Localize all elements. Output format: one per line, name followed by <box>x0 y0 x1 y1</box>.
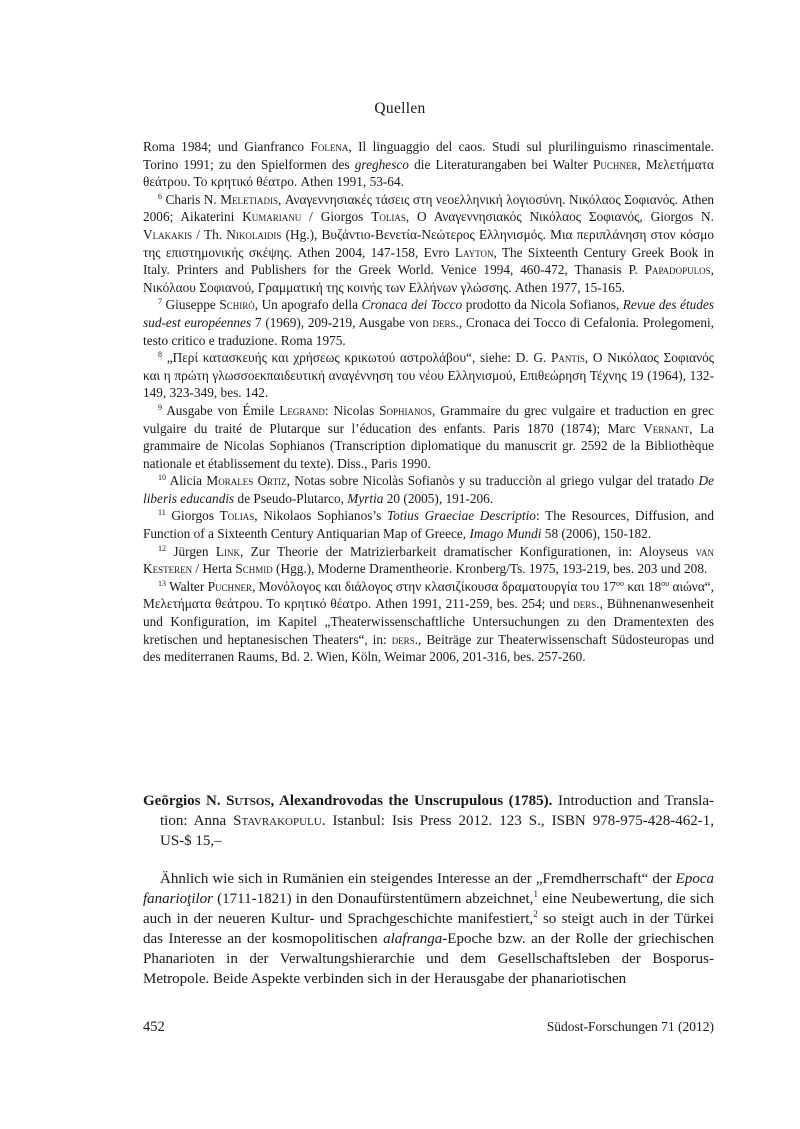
page-number: 452 <box>143 1019 165 1035</box>
author-name: Tolias <box>219 508 255 524</box>
text-run: : The Resources, Diffusion, and Function of a Sixteenth Century Antiquarian Map of Greece, <box>143 508 714 542</box>
footnote-12 <box>143 543 714 578</box>
footnote-9 <box>143 402 714 472</box>
text-run: , Beiträge zur Theaterwissenschaft Südosteuropas und des mediterranen Raums, Bd. 2. Wien, Köln, Weimar 2006, 201-316, bes. 257-260. <box>143 631 714 665</box>
author-name: ders. <box>391 631 419 647</box>
text-run: Ähnlich wie sich in Rumänien ein steigendes Interesse an der „Fremdherrschaft“ der <box>160 871 676 887</box>
text-run: . Istanbul: Isis Press 2012. 123 S., ISBN 978-975-428-462-1, US-$ 15,– <box>160 813 714 849</box>
text-run: , Grammaire du grec vulgaire et traduction en grec vulgaire du traité de Plutarque sur l’éducation des enfants. Paris 1870 (1874); Marc <box>143 402 715 436</box>
footnote-continuation <box>143 138 714 191</box>
italic-title: Myrtia <box>347 490 384 506</box>
text-run: Giuseppe <box>165 297 220 313</box>
text-run: / Th. <box>192 226 227 242</box>
author-name: Meletiadis <box>220 191 279 207</box>
text-run: Walter <box>169 578 208 594</box>
text-run: / Giorgos <box>301 209 372 225</box>
superscript: 1 <box>533 889 538 899</box>
footnote-text <box>143 579 714 664</box>
text-run: : Nicolas <box>324 402 380 418</box>
italic-title: alafranga <box>383 931 443 947</box>
text-run: (Hg.), Βυζάντιο-Βενετία-Νεώτερος Ελληνισμός. Μια περιπλάνηση στον κόσμο της επιστημονικής σκέψης. Athen 2004, 147-158, Evro <box>143 226 714 260</box>
author-name: Pantis <box>550 350 585 366</box>
text-run: , Αναγεννησιακές τάσεις στη νεοελληνική λογιοσύνη. Νικόλαος Σοφιανός. Athen 2006; Aikaterini <box>143 191 714 225</box>
text-run: (Hgg.), Moderne Dramentheorie. Kronberg/Ts. 1975, 193-219, bes. 203 und 208. <box>272 561 708 577</box>
footnotes-block <box>143 138 714 666</box>
footnote-6 <box>143 191 714 297</box>
author-name: Vlakakis <box>143 226 193 242</box>
text-run: , Il linguaggio del caos. Studi sul plurilinguismo rinascimentale. Torino 1991; zu den Spielformen des <box>143 139 714 172</box>
text-run: die Literaturangaben bei Walter <box>408 156 593 172</box>
footnote-number: 12 <box>158 543 166 553</box>
text-run: , Ο Αναγεννησιακός Νικόλαος Σοφιανός, Giorgos N. <box>405 209 714 225</box>
footnote-text <box>143 508 714 541</box>
text-run: Charis N. <box>165 191 221 207</box>
footnote-text <box>143 297 714 347</box>
text-run: , Nikolaos Sophianos’s <box>254 508 387 524</box>
text-run: Geōrgios N. <box>143 793 227 809</box>
footnote-number: 7 <box>158 297 162 307</box>
text-run: 58 (2006), 150-182. <box>541 526 652 542</box>
author-name: Folena <box>310 139 349 154</box>
footnote-number: 10 <box>158 473 166 483</box>
footnote-text <box>143 473 714 506</box>
text-run: Introduction and Translation: Anna <box>160 793 714 829</box>
text-run: de Pseudo-Plutarco, <box>234 490 348 506</box>
text-run: Ausgabe von Émile <box>166 402 280 418</box>
italic-title: Totius Graeciae Descriptio <box>386 508 536 524</box>
footnote-11 <box>143 507 714 542</box>
text-run: (1711-1821) in den Donaufürstentümern abzeichnet, <box>213 891 534 907</box>
author-name: Nikolaidis <box>226 226 282 242</box>
text-run: Giorgos <box>171 508 220 524</box>
running-head: Quellen <box>374 100 426 117</box>
text-run: αιώνα“, Μελετήματα θεάτρου. Το κρητικό θέατρο. Athen 1991, 211-259, bes. 254; und <box>143 578 715 612</box>
footnote-10 <box>143 472 714 507</box>
author-name: Puchner <box>207 578 253 594</box>
footnote-text <box>143 544 714 577</box>
author-name: Sutsos <box>226 793 271 809</box>
text-run: , Alexandrovodas the Unscrupulous (1785). <box>270 793 553 809</box>
author-name: Sophianos <box>379 402 432 418</box>
footnote-text <box>143 350 714 400</box>
author-name: Schmid <box>235 561 273 577</box>
superscript: 2 <box>533 909 538 919</box>
text-run: 20 (2005), 191-206. <box>383 490 494 506</box>
italic-title: Epoca fanarioţilor <box>143 871 714 907</box>
footnote-number: 9 <box>158 402 162 412</box>
footnote-number: 8 <box>158 350 162 360</box>
footnote-8 <box>143 349 714 402</box>
text-run: , Μονόλογος και διάλογος στην κλασιζίκουσα δραματουργία του 17 <box>252 578 616 594</box>
text-run: Jürgen <box>173 543 216 559</box>
footnote-text <box>143 192 714 295</box>
author-name: Papadopulos <box>644 262 711 278</box>
text-run: , Ο Νικόλαος Σοφιανός και η πρώτη γλωσσοεκπαιδευτική αναγέννηση του νέου Ελληνισμού, Επιθεώρηση Τέχνης 19 (1964), 132-149, 323-349, bes. 142. <box>143 350 714 401</box>
author-name: van Kesteren <box>143 543 714 577</box>
text-run: -Epoche bzw. an der Rolle der griechischen Phanarioten in der Verwaltungshierarchie und dem Gesellschaftsleben der Bosporus-Metropole. Beide Aspekte verbinden sich in der Herausgabe der phanariotischen <box>143 931 714 987</box>
text-run: Alicia <box>169 473 207 489</box>
italic-title: Revue des études sud-est européennes <box>143 297 715 330</box>
author-name: Morales Ortiz <box>206 473 287 489</box>
author-name: Kumarianu <box>242 209 302 225</box>
text-run: , La grammaire de Nicolas Sophianos (Transcription diplomatique du manuscrit gr. 2592 de la Bibliothèque nationale et établissement du texte). Diss., Paris 1990. <box>143 420 714 471</box>
text-run: , Μελετήματα θεάτρου. Το κρητικό θέατρο. Athen 1991, 53-64. <box>143 156 714 190</box>
author-name: Schirò <box>219 297 255 313</box>
author-name: ders. <box>573 596 600 612</box>
italic-title: De liberis educandis <box>143 473 714 506</box>
author-name: Tolias <box>371 209 406 225</box>
text-run: , Νικόλαου Σοφιανού, Γραμματική της κοινής των Ελλήνων γλώσσης. Athen 1977, 15-165. <box>143 262 714 295</box>
text-run: , Notas sobre Nicolàs Sofianòs y su traducciòn al griego vulgar del tratado <box>286 473 699 489</box>
text-run: , Cronaca dei Tocco di Cefalonia. Prolegomeni, testo critico e traduzione. Roma 1975. <box>143 314 715 348</box>
author-name: Stavrakopulu <box>233 813 322 829</box>
author-name: Puchner <box>592 156 638 172</box>
text-run: / Herta <box>192 561 236 577</box>
footnote-13 <box>143 578 714 666</box>
footnote-text <box>143 403 714 471</box>
text-run: , The Sixteenth Century Greek Book in Italy. Printers and Publishers for the Greek World. Venice 1994, 460-472, Thanasis P. <box>143 244 714 278</box>
text-run: , Bühnenanwesenheit und Konfiguration, im Kapitel „Theaterwissenschaftliche Untersuchungen zu den Dramentexten des kretischen und heptanesischen Theaters“, in: <box>143 596 714 647</box>
italic-title: Cronaca dei Tocco <box>361 297 463 313</box>
author-name: Link <box>215 543 241 559</box>
footnote-number: 13 <box>158 578 166 588</box>
footnote-number: 6 <box>158 191 162 201</box>
text-run: eine Neubewertung, die sich auch in der neueren Kultur- und Sprachgeschichte manifestiert, <box>143 891 714 927</box>
review-heading <box>143 791 714 851</box>
text-run: και 18 <box>623 578 662 594</box>
author-name: ders. <box>432 314 459 330</box>
author-name: Layton <box>454 244 494 260</box>
journal-footer: Südost-Forschungen 71 (2012) <box>546 1019 714 1034</box>
superscript: ου <box>661 578 670 588</box>
footnote-7 <box>143 296 714 349</box>
text-run: „Περί κατασκευής και χρήσεως κρικωτού αστρολάβου“, siehe: D. G. <box>166 350 551 366</box>
author-name: Legrand <box>279 402 325 418</box>
text-run: prodotto da Nicola Sofianos, <box>462 297 623 313</box>
text-run: , Un apografo della <box>254 297 362 313</box>
text-run: 7 (1969), 209-219, Ausgabe von <box>251 314 433 330</box>
italic-title: Imago Mundi <box>469 526 542 542</box>
text-run: , Zur Theorie der Matrizierbarkeit dramatischer Konfigurationen, in: Aloyseus <box>240 543 696 559</box>
superscript: ου <box>615 578 624 588</box>
italic-title: greghesco <box>354 156 409 172</box>
review-body-paragraph <box>143 869 714 989</box>
text-run: Roma 1984; und Gianfranco <box>143 139 311 154</box>
text-run: so steigt auch in der Türkei das Interesse an der kosmopolitischen <box>143 911 715 947</box>
author-name: Vernant <box>643 420 690 436</box>
book-review <box>143 791 714 989</box>
footnote-number: 11 <box>158 508 166 518</box>
